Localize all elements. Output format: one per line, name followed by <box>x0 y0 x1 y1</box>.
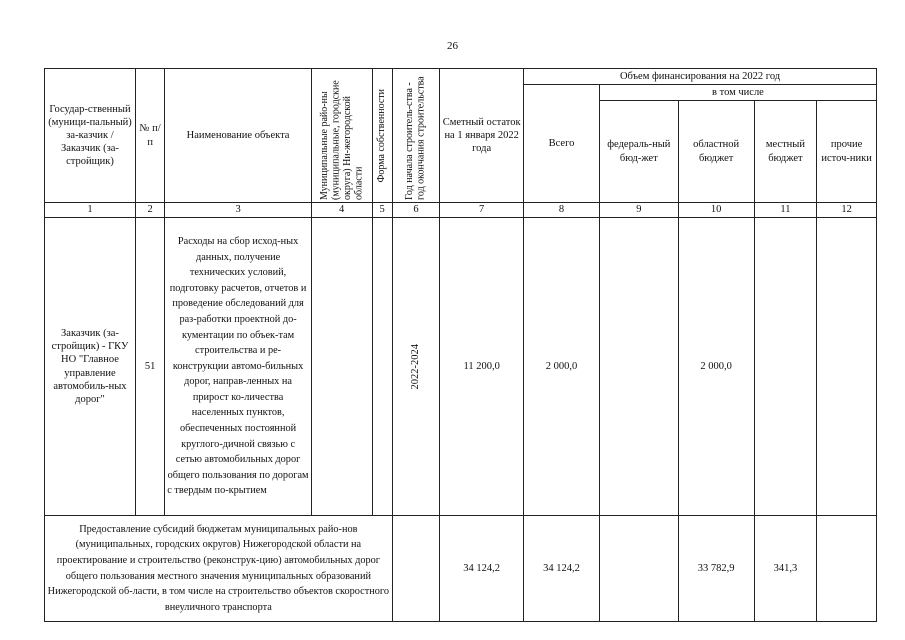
row-total: 2 000,0 <box>524 218 600 516</box>
subsidy-local: 341,3 <box>754 516 817 622</box>
col-number: 1 <box>45 203 136 218</box>
col-number: 5 <box>372 203 392 218</box>
column-number-row <box>45 203 877 218</box>
subsidy-other <box>817 516 877 622</box>
col-number: 3 <box>165 203 312 218</box>
row-other <box>817 218 877 516</box>
header-object-name: Наименование объекта <box>165 69 312 203</box>
row-district <box>311 218 372 516</box>
subsidy-total: 34 124,2 <box>524 516 600 622</box>
col-number: 10 <box>678 203 754 218</box>
header-ownership-text: Форма собственности <box>376 88 388 183</box>
header-number: № п/п <box>135 69 164 203</box>
row-regional: 2 000,0 <box>678 218 754 516</box>
subsidy-regional: 33 782,9 <box>678 516 754 622</box>
subsidy-federal <box>599 516 678 622</box>
col-number: 6 <box>392 203 440 218</box>
header-financing-title: Объем финансирования на 2022 год <box>524 69 877 85</box>
header-customer: Государ-ственный (муници-пальный) за-казчик / Заказчик (за-стройщик) <box>45 69 136 203</box>
row-customer: Заказчик (за-стройщик) - ГКУ НО "Главное управление автомобиль-ных дорог" <box>45 218 136 516</box>
col-number: 8 <box>524 203 600 218</box>
header-regional: областной бюджет <box>678 101 754 203</box>
subsidy-balance: 34 124,2 <box>440 516 524 622</box>
header-years <box>392 69 440 203</box>
col-number: 4 <box>311 203 372 218</box>
header-other: прочие источ-ники <box>817 101 877 203</box>
col-number: 9 <box>599 203 678 218</box>
header-federal: федераль-ный бюд-жет <box>599 101 678 203</box>
header-balance: Сметный остаток на 1 января 2022 года <box>440 69 524 203</box>
financing-table <box>44 68 877 622</box>
subsidy-years <box>392 516 440 622</box>
page-number: 26 <box>447 40 458 52</box>
header-district <box>311 69 372 203</box>
row-object-description: Расходы на сбор исход-ных данных, получение технических условий, подготовку расчетов, отчетов и проведение обследований для раз-работки проектной до-кументации по объек-там строительства и ре-конструкции автомо-бильных дорог, направ-ленных на прирост ко-личества населенных пунктов, обеспеченных постоянной круглого-дичной связью с сетью автомобильных дорог общего пользования по дорогам с твердым по-крытием <box>165 218 312 516</box>
row-balance: 11 200,0 <box>440 218 524 516</box>
row-number: 51 <box>135 218 164 516</box>
row-federal <box>599 218 678 516</box>
subsidy-row <box>45 516 877 622</box>
header-local: местный бюджет <box>754 101 817 203</box>
header-total: Всего <box>524 85 600 203</box>
col-number: 7 <box>440 203 524 218</box>
header-including: в том числе <box>599 85 876 101</box>
row-years-text: 2022-2024 <box>410 343 422 390</box>
row-ownership <box>372 218 392 516</box>
col-number: 2 <box>135 203 164 218</box>
col-number: 11 <box>754 203 817 218</box>
table-row <box>45 218 877 516</box>
header-row-1 <box>45 69 877 85</box>
col-number: 12 <box>817 203 877 218</box>
row-local <box>754 218 817 516</box>
header-district-text: Муниципальные райо-ны (муниципальные, городские округа) Ни-жегородской области <box>318 79 365 200</box>
subsidy-description: Предоставление субсидий бюджетам муниципальных райо-нов (муниципальных, городских округов) Нижегородской области на проектирование и строительство (реконструк-цию) автомобильных дорог общего пользования местного значения муниципальных образований Нижегородской об-ласти, в том числе на строительство объектов скоростного внеуличного транспорта <box>45 516 393 622</box>
header-years-text: Год начала строитель-ства - год окончания строительства <box>404 75 427 200</box>
header-ownership <box>372 69 392 203</box>
row-years <box>392 218 440 516</box>
